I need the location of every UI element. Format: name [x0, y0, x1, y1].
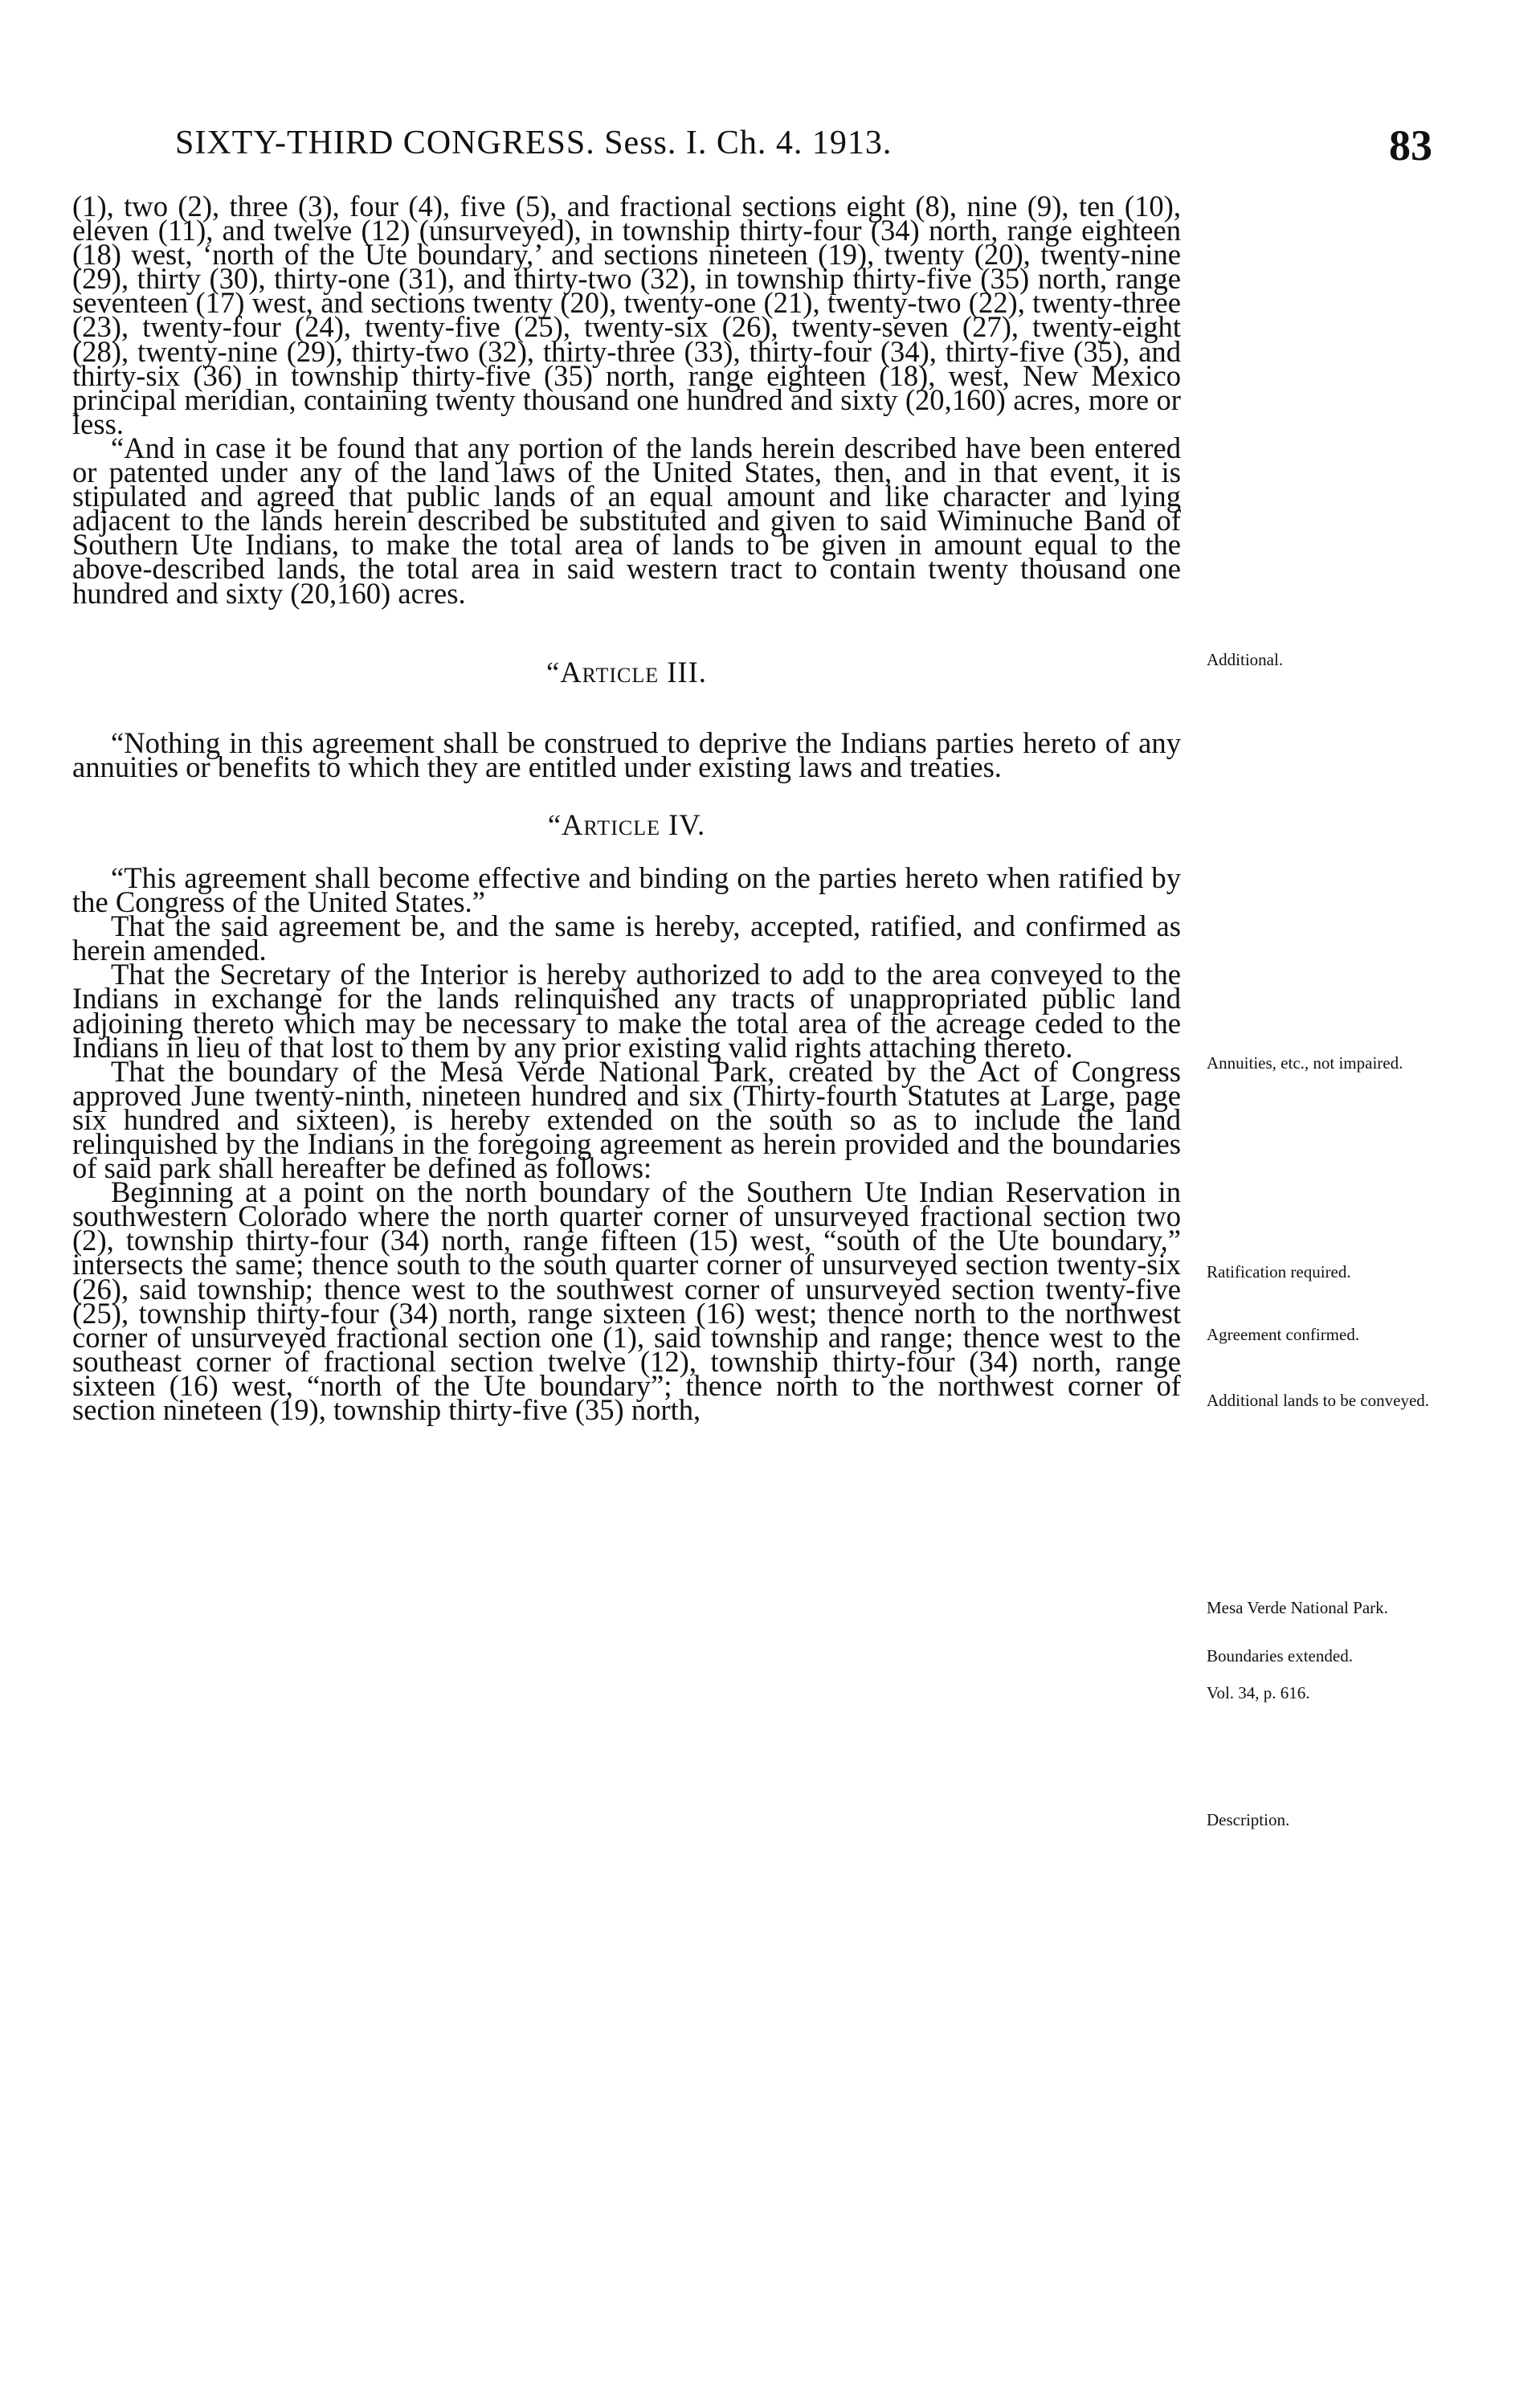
- paragraph-agreement-accepted: That the said agreement be, and the same is hereby, accepted, ratified, and confirmed as herein amended.: [72, 909, 1181, 967]
- margin-note-ratification: Ratification required.: [1207, 1262, 1351, 1281]
- margin-note-description: Description.: [1207, 1810, 1290, 1829]
- paragraph-effective-binding: “This agreement shall become effective and binding on the parties hereto when ratified by the Congress of the United States.”: [72, 860, 1181, 919]
- spacer: [72, 685, 1181, 731]
- spacer: [72, 606, 1181, 660]
- paragraph-substituted-lands: “And in case it be found that any portion of the lands herein described have been entered or patented under any of the land laws of the United States, then, and in that event, it is stipulated and agreed that public lands of an equal amount and like character and lying adjacent to the lands herein described be substituted and given to said Wiminuche Band of Southern Ute Indians, to make the total area of lands to be given in amount equal to the above-described lands, the total area in said western tract to contain twenty thousand one hundred and sixty (20,160) acres.: [72, 431, 1181, 610]
- margin-note-mesa-verde: Mesa Verde National Park.: [1207, 1598, 1388, 1617]
- article-iii-heading: “Article III.: [546, 655, 707, 689]
- margin-note-additional-lands: Additional lands to be conveyed.: [1207, 1391, 1430, 1410]
- paragraph-additional-lands: That the Secretary of the Interior is hereby authorized to add to the area conveyed to the Indians in exchange for the lands relinquished any tracts of unappropriated public land adjoining thereto which may be necessary to make the total area of the acreage ceded to the Indians in lieu of that lost to them by any prior existing valid rights attaching thereto.: [72, 958, 1181, 1064]
- margin-note-additional: Additional.: [1207, 650, 1284, 669]
- article-iv-heading: “Article IV.: [547, 807, 706, 841]
- margin-note-agreement-confirmed: Agreement confirmed.: [1207, 1325, 1360, 1344]
- page-number: 83: [1389, 121, 1432, 170]
- paragraph-land-sections: (1), two (2), three (3), four (4), five (5), and fractional sections eight (8), nine (9), ten (10), eleven (11), and twelve (12) (unsurveyed), in township thirty-four (34) north, range eighteen (18) west, ‘north of the Ute boundary,’ and sections nineteen (19), twenty (20), twenty-nine (29), thirty (30), thirty-one (31), and thirty-two (32), in township thirty-five (35) north, range seventeen (17) west, and sections twenty (20), twenty-one (21), twenty-two (22), twenty-three (23), twenty-four (24), twenty-five (25), twenty-six (26), twenty-seven (27), twenty-eight (28), twenty-nine (29), thirty-two (32), thirty-three (33), thirty-four (34), thirty-five (35), and thirty-six (36) in township thirty-five (35) north, range eighteen (18), west, New Mexico principal meridian, containing twenty thousand one hundred and sixty (20,160) acres, more or less.: [72, 190, 1181, 440]
- main-text-column: [72, 190, 1181, 1427]
- margin-note-annuities: Annuities, etc., not impaired.: [1207, 1053, 1403, 1073]
- margin-note-volume-reference: Vol. 34, p. 616.: [1207, 1683, 1310, 1702]
- paragraph-annuities: “Nothing in this agreement shall be construed to deprive the Indians parties hereto of any annuities or benefits to which they are entitled under existing laws and treaties.: [72, 725, 1181, 783]
- running-head: [175, 121, 1432, 169]
- paragraph-mesa-verde-boundary: That the boundary of the Mesa Verde National Park, created by the Act of Congress approved June twenty-ninth, nineteen hundred and six (Thirty-fourth Statutes at Large, page six hundred and sixteen), is hereby extended on the south so as to include the land relinquished by the Indians in the foregoing agreement as herein provided and the boundaries of said park shall hereafter be defined as follows:: [72, 1054, 1181, 1185]
- paragraph-boundary-description: Beginning at a point on the north boundary of the Southern Ute Indian Reservation in southwestern Colorado where the north quarter corner of unsurveyed fractional section two (2), township thirty-four (34) north, range fifteen (15) west, “south of the Ute boundary,” intersects the same; thence south to the south quarter corner of unsurveyed section twenty-six (26), said township; thence west to the southwest corner of unsurveyed section twenty-five (25), township thirty-four (34) north, range sixteen (16) west; thence north to the northwest corner of unsurveyed fractional section one (1), said township and range; thence west to the southeast corner of fractional section twelve (12), township thirty-four (34) north, range sixteen (16) west, “north of the Ute boundary”; thence north to the northwest corner of section nineteen (19), township thirty-five (35) north,: [72, 1175, 1181, 1427]
- margin-note-boundaries-extended: Boundaries extended.: [1207, 1646, 1353, 1666]
- running-head-title: SIXTY-THIRD CONGRESS. Sess. I. Ch. 4. 1913.: [175, 125, 893, 161]
